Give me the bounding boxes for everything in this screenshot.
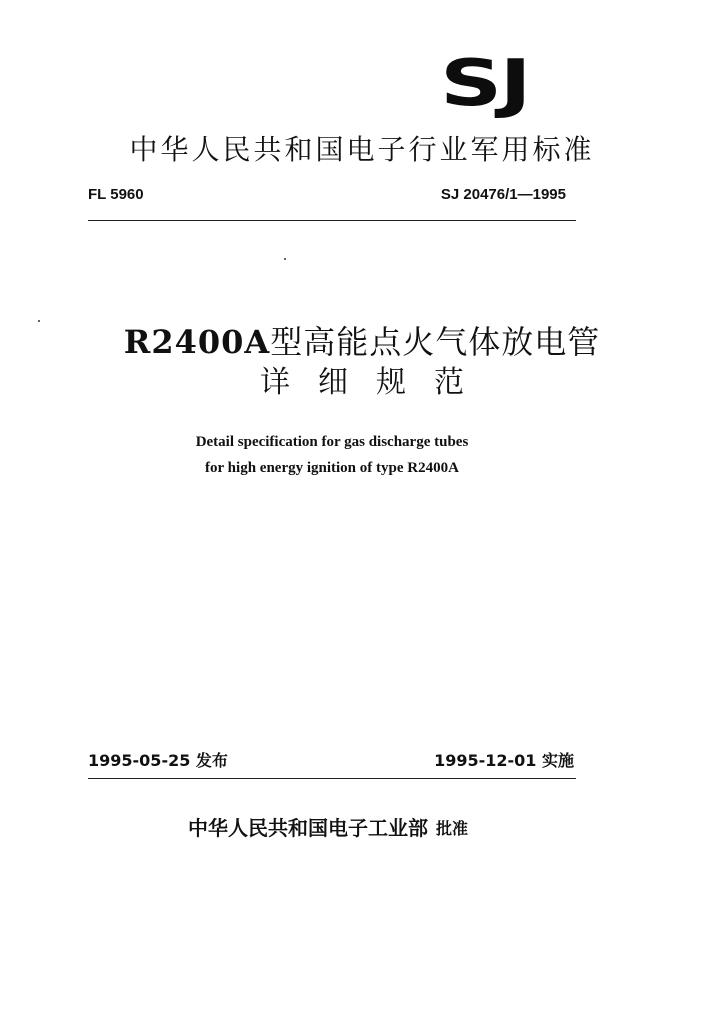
document-title-en-line2: for high energy ignition of type R2400A	[205, 460, 459, 476]
document-title-zh	[0, 322, 724, 362]
document-subtitle-zh: 详细规范	[260, 365, 492, 400]
implementation-date: 1995-12-01 实施	[434, 751, 574, 770]
standard-number: SJ 20476/1—1995	[440, 186, 566, 203]
footer-divider	[88, 778, 576, 779]
approved-label: 批准	[436, 819, 469, 838]
standard-category-title: 中华人民共和国电子行业军用标准	[129, 133, 595, 166]
header-divider	[88, 220, 576, 221]
document-title-zh-rest: 型高能点火气体放电管	[270, 323, 601, 361]
document-title-en-line1: Detail specification for gas discharge tubes	[195, 434, 469, 450]
scan-speck	[284, 258, 286, 260]
model-number: R2400A	[123, 323, 271, 361]
issuing-authority: 中华人民共和国电子工业部	[188, 816, 428, 840]
sj-logo: SJ	[440, 47, 529, 121]
issue-date: 1995-05-25 发布	[88, 751, 228, 770]
classification-code: FL 5960	[88, 186, 144, 203]
